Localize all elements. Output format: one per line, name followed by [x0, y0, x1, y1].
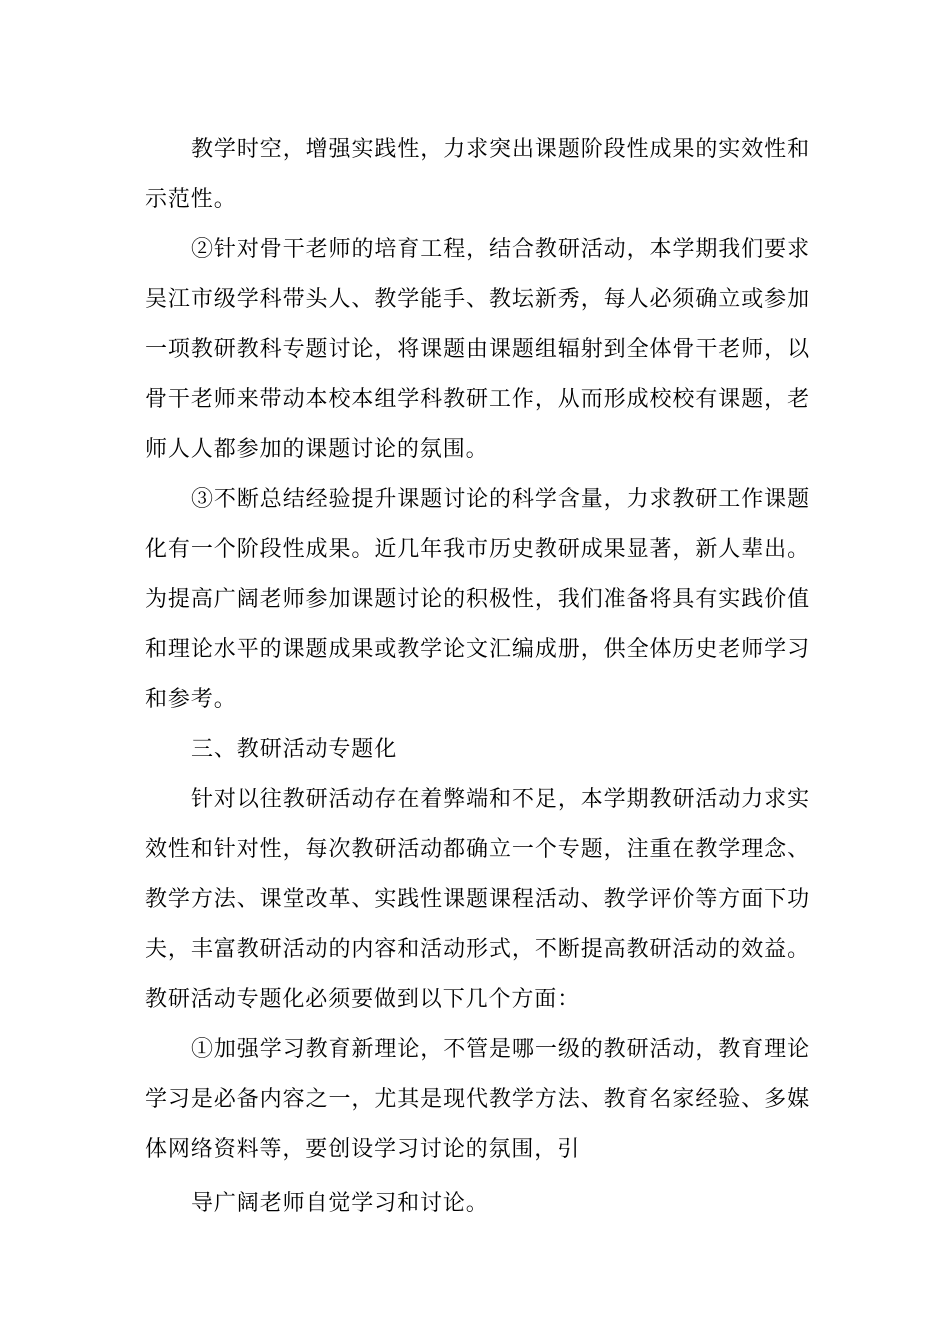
- paragraph-3: ③不断总结经验提升课题讨论的科学含量，力求教研工作课题化有一个阶段性成果。近几年我市历史教研成果显著，新人辈出。为提高广阔老师参加课题讨论的积极性，我们准备将具有实践价值和理论水平的课题成果或教学论文汇编成册，供全体历史老师学习和参考。: [145, 487, 810, 712]
- paragraph-2: ②针对骨干老师的培育工程，结合教研活动，本学期我们要求吴江市级学科带头人、教学能手、教坛新秀，每人必须确立或参加一项教研教科专题讨论，将课题由课题组辐射到全体骨干老师，以骨干老师来带动本校本组学科教研工作，从而形成校校有课题，老师人人都参加的课题讨论的氛围。: [145, 237, 810, 462]
- section-heading: 三、教研活动专题化: [191, 737, 398, 762]
- document-body: [145, 125, 810, 1229]
- paragraph-4: 针对以往教研活动存在着弊端和不足，本学期教研活动力求实效性和针对性，每次教研活动都确立一个专题，注重在教学理念、教学方法、课堂改革、实践性课题课程活动、教学评价等方面下功夫，丰富教研活动的内容和活动形式，不断提高教研活动的效益。教研活动专题化必须要做到以下几个方面：: [145, 787, 810, 1012]
- paragraph-5: ①加强学习教育新理论，不管是哪一级的教研活动，教育理论学习是必备内容之一，尤其是现代教学方法、教育名家经验、多媒体网络资料等，要创设学习讨论的氛围，引: [145, 1037, 810, 1162]
- paragraph-1: 教学时空，增强实践性，力求突出课题阶段性成果的实效性和示范性。: [145, 137, 810, 212]
- paragraph-6: 导广阔老师自觉学习和讨论。: [191, 1191, 489, 1216]
